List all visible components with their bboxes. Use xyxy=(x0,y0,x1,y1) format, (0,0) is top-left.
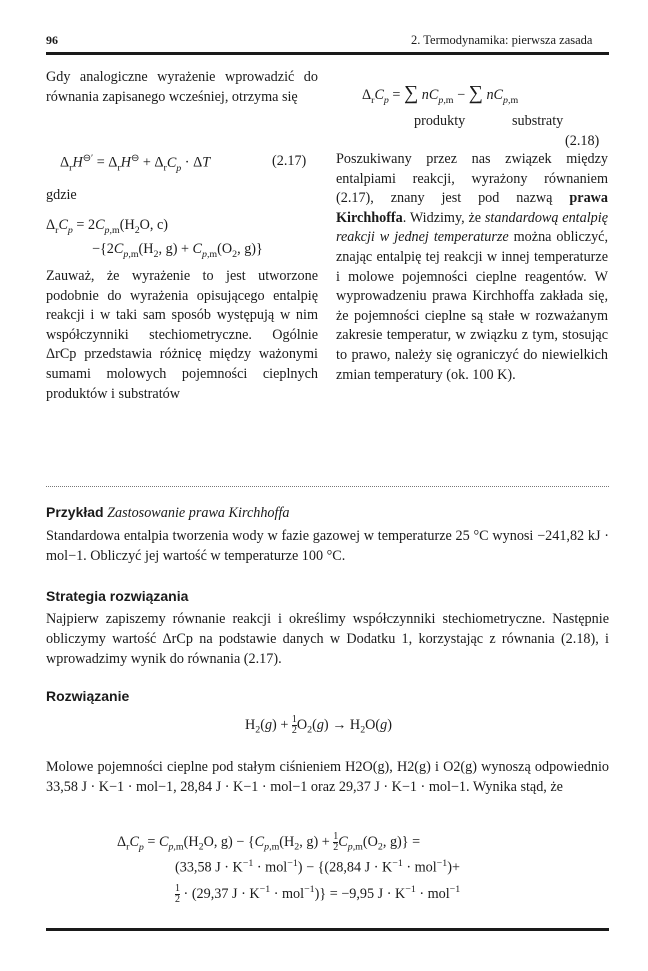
left-column xyxy=(46,68,318,107)
strategy-text: Najpierw zapiszemy równanie reakcji i określimy współczynniki stechiometryczne. Następnie obliczymy wartość ΔrCp na podstawie danych w Dodatku 1, korzystając z równania (2.18), i wprowadzimy wynik do równania (2.17). xyxy=(46,611,609,667)
equation-2-17-label: (2.17) xyxy=(272,153,307,169)
equation-2-17: $\Delta_rH^{⊖'} = \Delta_rH^⊖ + \Delta_rC_p \cdot \Delta T$ xyxy=(60,153,211,174)
equation-2-18-label: (2.18) xyxy=(565,133,600,149)
left-paragraph-text: Zauważ, że wyrażenie to jest utworzone podobnie do wyrażenia opisującego entalpię reakcji i w taki sam sposób występują w nim współczynniki stechiometryczne. Ogólnie ΔrCp przedstawia różnicę między ważonymi sumami molowych pojemności cieplnych produktów i substratów xyxy=(46,268,318,402)
law-name: prawa Kirchhoffa xyxy=(336,190,608,226)
equation-2-18: $\Delta_rC_p$ = ∑ $nC_{p,m}$ − ∑ $nC_{p,m}$ xyxy=(362,82,519,106)
solution-text: Molowe pojemności cieplne pod stałym ciśnieniem H2O(g), H2(g) i O2(g) wynoszą odpowiednio 33,58 J · K−1 · mol−1, 28,84 J · K−1 · mol−1 oraz 29,37 J · K−1 · mol−1. Wynika stąd, że xyxy=(46,759,609,795)
left-intro-text: Gdy analogiczne wyrażenie wprowadzić do równania zapisanego wcześniej, otrzyma się xyxy=(46,69,318,105)
section-divider xyxy=(46,486,609,487)
right-paragraph-part2: . Widzimy, że xyxy=(402,209,482,226)
example-block xyxy=(46,502,609,566)
strategy-heading: Strategia rozwiązania xyxy=(46,588,189,604)
right-italic-phrase: standardową entalpię reakcji w jednej temperaturze xyxy=(336,209,608,246)
where-text: gdzie xyxy=(46,187,77,203)
sum-label-products: produkty xyxy=(414,113,466,129)
calc-line1: $\Delta_rC_p = C_{p,m}(H_2O$, $g) - \{C_{p,m}(H_2$, g) + $\frac{1}{2}$ $C_{p,m}(O_2$, g)} = xyxy=(117,831,421,853)
calc-line2: (33,58 $J \cdot K^{-1} \cdot mol^{-1}) - \{(28,84$ $J \cdot K^{-1} \cdot mol^{-1})+$ xyxy=(175,858,460,876)
equation-cp-line1: $\Delta_rC_p = 2C_{p,m}(H_2O$, c) xyxy=(46,217,169,236)
calc-line3: $\frac{1}{2}$ · (29,37 $J \cdot K^{-1} \cdot mol^{-1})\} = -9,95$ $J \cdot K^{-1} \cdot mol^{-1}$ xyxy=(175,883,461,905)
header-rule xyxy=(46,52,609,55)
example-title-line xyxy=(46,502,609,523)
footer-rule xyxy=(46,928,609,931)
page-number: 96 xyxy=(46,33,58,47)
solution-heading: Rozwiązanie xyxy=(46,688,130,704)
reaction-equation: $H_2(g)$ + $\frac{1}{2}$ $O_2(g) \to H_2O(g)$ xyxy=(245,714,392,736)
right-paragraph-part3: można obliczyć, znając entalpię tej reakcji w innej temperaturze i molowe pojemności cieplne reagentów. W wyprowadzeniu prawa Kirchhoffa zakłada się, że pojemności cieplne są stałe w rozważanym zakresie temperatur, w związku z tym, stosując to prawo, należy się ograniczyć do niewielkich zmian temperatury (ok. 100 K). xyxy=(336,229,609,383)
equation-cp-line2: $-\{2C_{p,m}(H_2$, $g) + C_{p,m}(O_2$, g)} xyxy=(92,241,263,260)
right-paragraph-part1: Poszukiwany przez nas związek między entalpiami reakcji, wyrażony równaniem (2.17), znany jest pod nazwą xyxy=(336,151,608,207)
sum-label-substrates: substraty xyxy=(512,113,564,129)
left-paragraph xyxy=(46,267,318,404)
example-label: Przykład xyxy=(46,504,104,520)
right-paragraph xyxy=(336,150,608,385)
example-title: Zastosowanie prawa Kirchhoffa xyxy=(107,505,290,521)
running-title: 2. Termodynamika: pierwsza zasada xyxy=(411,33,593,47)
example-text: Standardowa entalpia tworzenia wody w fazie gazowej w temperaturze 25 °C wynosi −241,82 kJ · mol−1. Obliczyć jej wartość w temperaturze 100 °C. xyxy=(46,528,609,564)
